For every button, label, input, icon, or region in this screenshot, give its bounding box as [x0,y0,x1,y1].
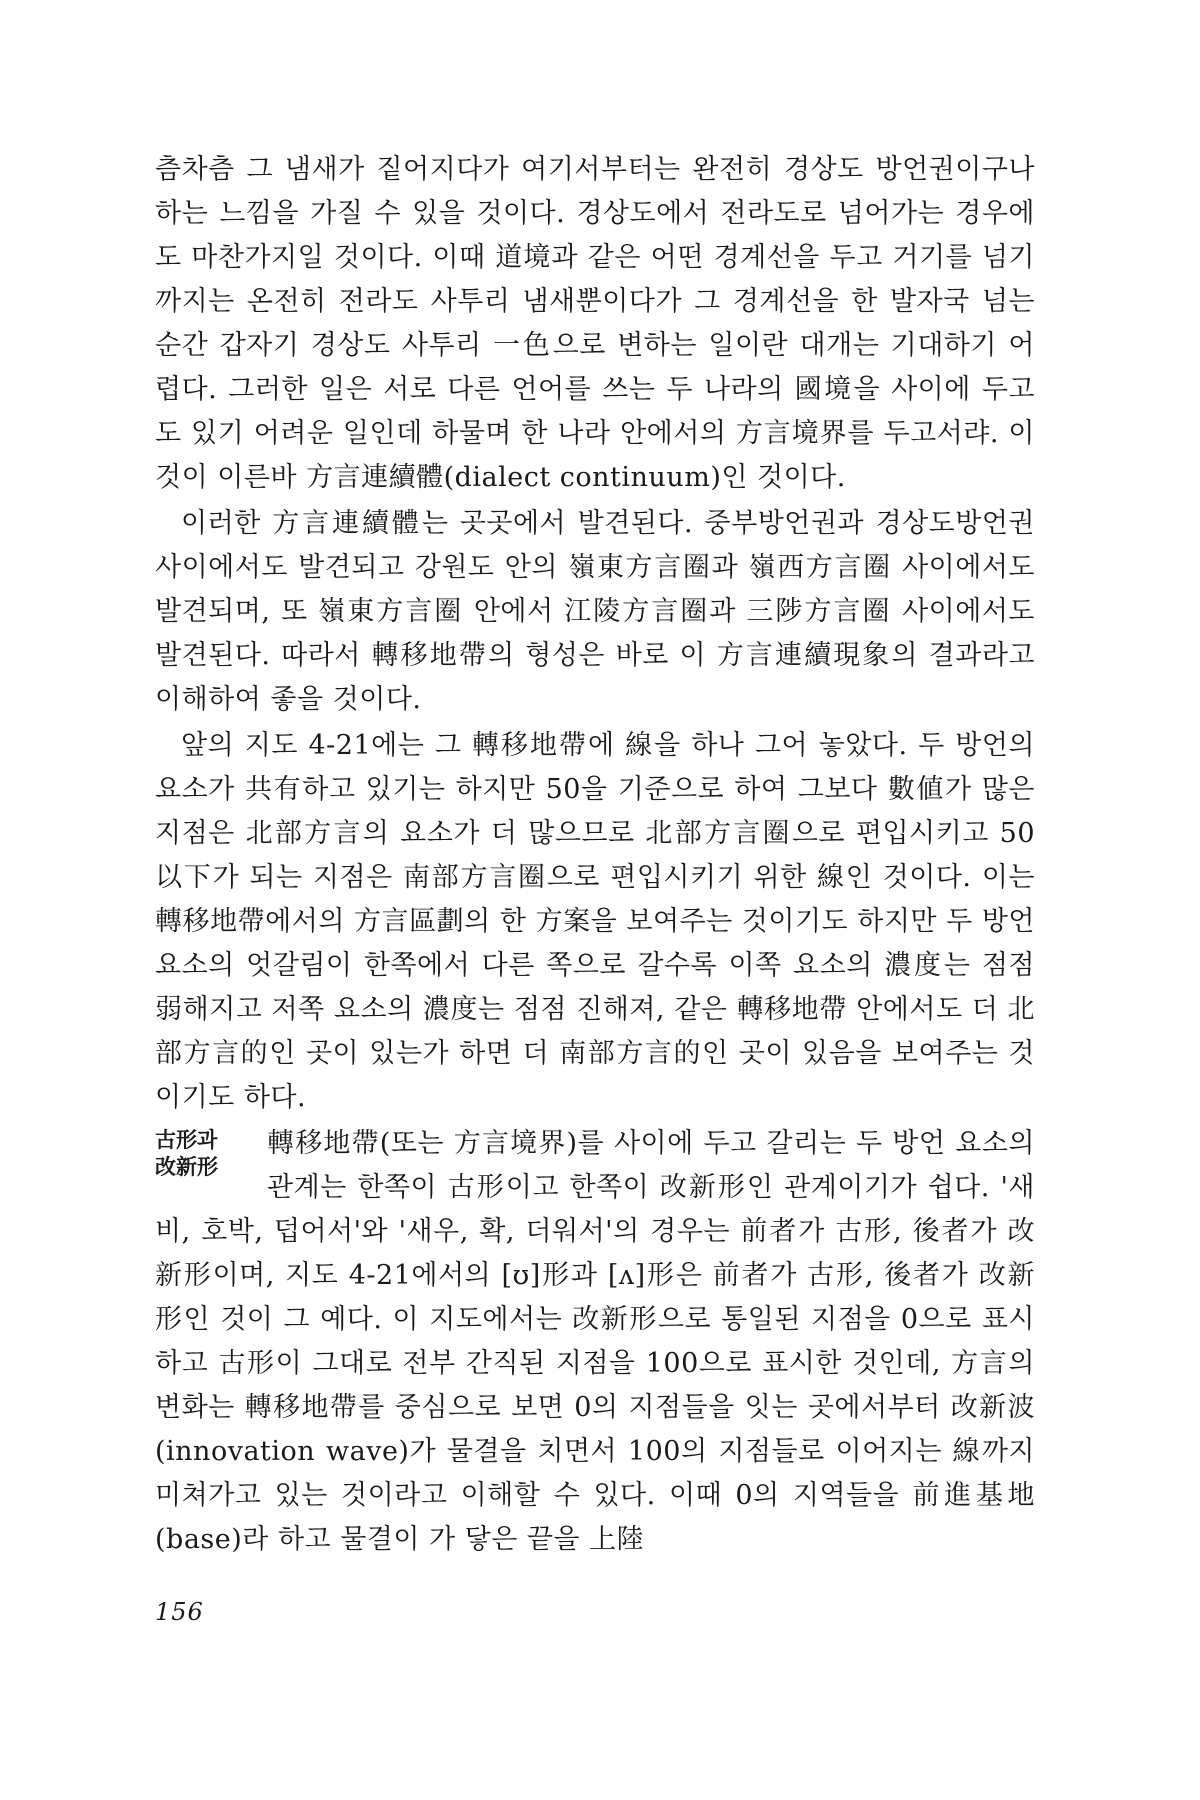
paragraph-continuation: 츰차츰 그 냄새가 짙어지다가 여기서부터는 완전히 경상도 방언권이구나 하는 느낌을 가질 수 있을 것이다. 경상도에서 전라도로 넘어가는 경우에도 마찬가지일 것이다. 이때 道境과 같은 어떤 경계선을 두고 거기를 넘기까지는 온전히 전라도 사투리 냄새뿐이다가 그 경계선을 한 발자국 넘는 순간 갑자기 경상도 사투리 一色으로 변하는 일이란 대개는 기대하기 어렵다. 그러한 일은 서로 다른 언어를 쓰는 두 나라의 國境을 사이에 두고도 있기 어려운 일인데 하물며 한 나라 안에서의 方言境界를 두고서랴. 이것이 이른바 方言連續體(dialect continuum)인 것이다. [155,154,1035,493]
page-number: 156 [155,1598,204,1626]
section-text: 轉移地帶(또는 方言境界)를 사이에 두고 갈리는 두 방언 요소의 관계는 한쪽이 古形이고 한쪽이 改新形인 관계이기가 쉽다. '새비, 호박, 덥어서'와 '새우, 확, 더워서'의 경우는 前者가 古形, 後者가 改新形이며, 지도 4-21에서의 [ʊ]形과 [ʌ]形은 前者가 古形, 後者가 改新形인 것이 그 예다. 이 지도에서는 改新形으로 통일된 지점을 0으로 표시하고 古形이 그대로 전부 간직된 지점을 100으로 표시한 것인데, 方言의 변화는 轉移地帶를 중심으로 보면 0의 지점들을 잇는 곳에서부터 改新波(innovation wave)가 물결을 치면서 100의 지점들로 이어지는 線까지 미쳐가고 있는 것이라고 이해할 수 있다. 이때 0의 지역들을 前進基地(base)라 하고 물결이 가 닿은 끝을 上陸 [155,1128,1035,1555]
paragraph-dialect-continuum: 이러한 方言連續體는 곳곳에서 발견된다. 중부방언권과 경상도방언권 사이에서도 발견되고 강원도 안의 嶺東方言圈과 嶺西方言圈 사이에서도 발견되며, 또 嶺東方言圈 안에서 江陵方言圈과 三陟方言圈 사이에서도 발견된다. 따라서 轉移地帶의 형성은 바로 이 方言連續現象의 결과라고 이해하여 좋을 것이다. [155,508,1035,715]
side-heading [155,1126,245,1180]
side-heading-line2: 改新形 [155,1154,218,1179]
paragraph-old-and-new-forms [155,1122,1035,1562]
side-heading-line1: 古形과 [155,1127,218,1152]
body-text [155,148,1035,1562]
paragraph-transition-zone-map: 앞의 지도 4-21에는 그 轉移地帶에 線을 하나 그어 놓았다. 두 방언의 요소가 共有하고 있기는 하지만 50을 기준으로 하여 그보다 數値가 많은 지점은 北部方言의 요소가 더 많으므로 北部方言圈으로 편입시키고 50 以下가 되는 지점은 南部方言圈으로 편입시키기 위한 線인 것이다. 이는 轉移地帶에서의 方言區劃의 한 方案을 보여주는 것이기도 하지만 두 방언 요소의 엇갈림이 한쪽에서 다른 쪽으로 갈수록 이쪽 요소의 濃度는 점점 弱해지고 저쪽 요소의 濃度는 점점 진해져, 같은 轉移地帶 안에서도 더 北部方言的인 곳이 있는가 하면 더 南部方言的인 곳이 있음을 보여주는 것이기도 하다. [155,730,1035,1113]
